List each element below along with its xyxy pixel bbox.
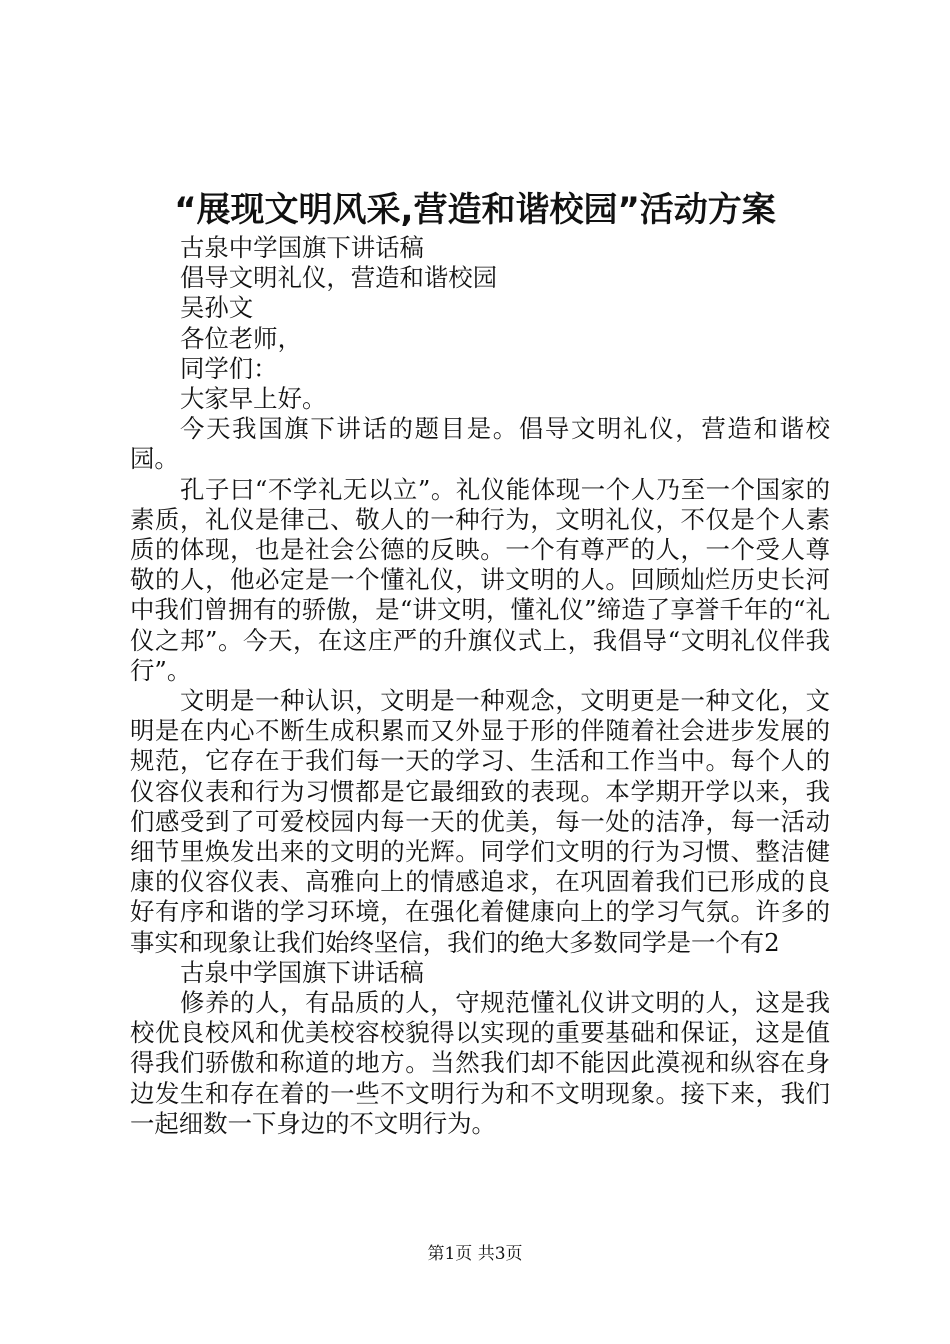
speech-subtitle: 倡导文明礼仪，营造和谐校园 <box>180 263 498 293</box>
speaker-name: 吴孙文 <box>180 293 254 323</box>
paragraph-topic: 今天我国旗下讲话的题目是。倡导文明礼仪，营造和谐校园。 <box>130 414 830 474</box>
paragraph-continued: 修养的人，有品质的人，守规范懂礼仪讲文明的人，这是我校优良校风和优美校容校貌得以实现的重要基础和保证，这是值得我们骄傲和称道的地方。当然我们却不能因此漠视和纵容在身边发生和存在着的一些不文明行为和不文明现象。接下来，我们一起细数一下身边的不文明行为。 <box>130 988 830 1138</box>
document-body <box>130 233 830 1139</box>
greeting-students: 同学们： <box>180 353 278 383</box>
school-speech-label: 古泉中学国旗下讲话稿 <box>180 233 424 262</box>
repeat-header: 古泉中学国旗下讲话稿 <box>180 957 424 987</box>
document-title: “展现文明风采,营造和谐校园”活动方案 <box>174 190 776 230</box>
greeting-morning: 大家早上好。 <box>180 384 327 414</box>
paragraph-confucius: 孔子曰“不学礼无以立”。礼仪能体现一个人乃至一个国家的素质，礼仪是律己、敬人的一种行为，文明礼仪，不仅是个人素质的体现，也是社会公德的反映。一个有尊严的人，一个受人尊敬的人，他必定是一个懂礼仪，讲文明的人。回顾灿烂历史长河中我们曾拥有的骄傲，是“讲文明，懂礼仪”缔造了享誉千年的“礼仪之邦”。今天，在这庄严的升旗仪式上，我倡导“文明礼仪伴我行”。 <box>130 474 830 685</box>
paragraph-civilization: 文明是一种认识，文明是一种观念，文明更是一种文化，文明是在内心不断生成积累而又外显于形的伴随着社会进步发展的规范，它存在于我们每一天的学习、生活和工作当中。每个人的仪容仪表和行为习惯都是它最细致的表现。本学期开学以来，我们感受到了可爱校园内每一天的优美，每一处的洁净，每一活动细节里焕发出来的文明的光辉。同学们文明的行为习惯、整洁健康的仪容仪表、高雅向上的情感追求，在巩固着我们已形成的良好有序和谐的学习环境，在强化着健康向上的学习气氛。许多的事实和现象让我们始终坚信，我们的绝大多数同学是一个有2 <box>130 686 830 957</box>
greeting-teachers: 各位老师， <box>180 323 302 353</box>
page-number: 第1页 共3页 <box>427 1244 523 1264</box>
